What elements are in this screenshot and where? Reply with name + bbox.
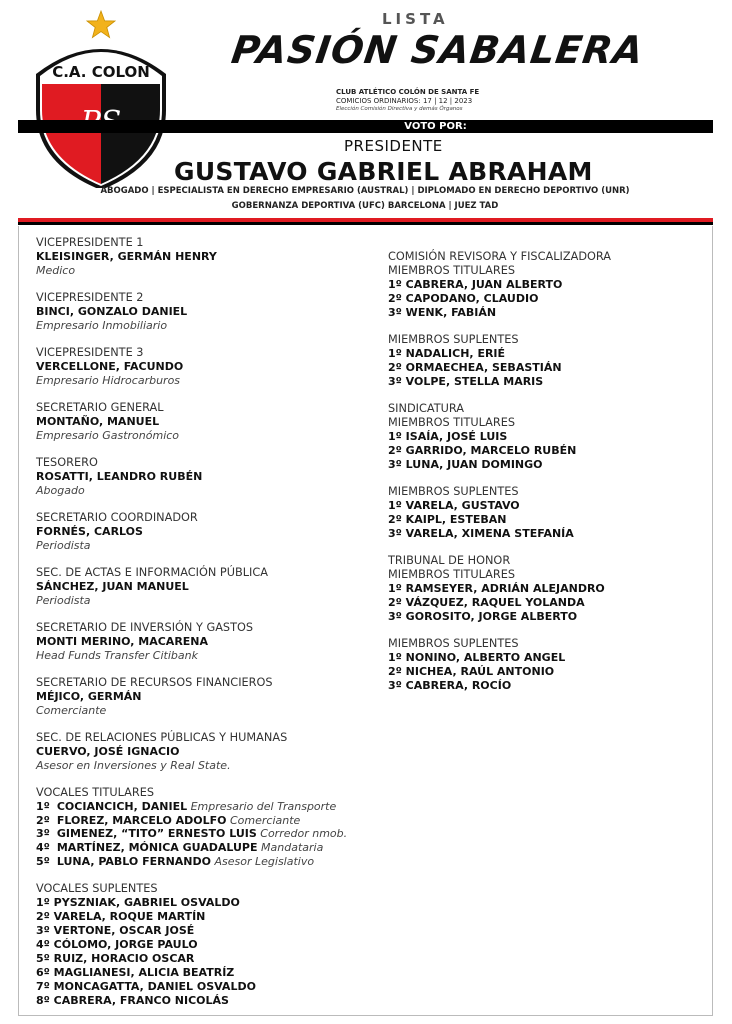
- list-item: 5º RUIZ, HORACIO OSCAR: [36, 951, 195, 965]
- member-name: KLEISINGER, GERMÁN HENRY: [36, 250, 217, 263]
- member-name: MARTÍNEZ, MÓNICA GUADALUPE: [56, 841, 258, 855]
- list-item: 3º GOROSITO, JORGE ALBERTO: [388, 610, 578, 623]
- executive-roles: [36, 236, 376, 773]
- member-name: BINCI, GONZALO DANIEL: [36, 305, 188, 318]
- member-number: 5º: [36, 854, 50, 868]
- member-occupation: Periodista: [36, 539, 91, 552]
- role-title: SECRETARIO DE INVERSIÓN Y GASTOS: [36, 621, 254, 634]
- role-title: TESORERO: [36, 456, 98, 469]
- list-item: 1º RAMSEYER, ADRIÁN ALEJANDRO: [388, 582, 605, 595]
- role-block: [36, 456, 376, 498]
- club-name: CLUB ATLÉTICO COLÓN DE SANTA FE: [336, 88, 480, 96]
- committee-block: [388, 554, 718, 624]
- member-number: 1º: [36, 800, 50, 813]
- election-scope: Elección Comisión Directiva y demás Órganos: [336, 106, 463, 112]
- list-item: 2º GARRIDO, MARCELO RUBÉN: [388, 444, 577, 457]
- role-block: [36, 401, 376, 443]
- member-name: MÉJICO, GERMÁN: [36, 690, 142, 703]
- member-number: 3º: [36, 827, 50, 841]
- star-icon: [86, 10, 116, 40]
- role-title: SEC. DE RELACIONES PÚBLICAS Y HUMANAS: [36, 731, 288, 744]
- left-column: [36, 236, 376, 1021]
- president-credentials-2: GOBERNANZA DEPORTIVA (UFC) BARCELONA | JUEZ TAD: [231, 201, 499, 211]
- committee-block: [388, 637, 718, 693]
- member-occupation: Empresario del Transporte: [190, 800, 337, 813]
- member-name: COCIANCICH, DANIEL: [56, 800, 188, 813]
- president-credentials-1: ABOGADO | ESPECIALISTA EN DERECHO EMPRESARIO (AUSTRAL) | DIPLOMADO EN DERECHO DEPORTIVO (UNR): [100, 186, 630, 196]
- member-name: FLOREZ, MARCELO ADOLFO: [56, 813, 227, 827]
- member-name: SÁNCHEZ, JUAN MANUEL: [36, 580, 189, 593]
- role-block: [36, 291, 376, 333]
- list-item: 2º ORMAECHEA, SEBASTIÁN: [388, 361, 562, 374]
- role-block: [36, 236, 376, 278]
- role-block: [36, 676, 376, 718]
- list-item: 7º MONCAGATTA, DANIEL OSVALDO: [36, 979, 256, 993]
- list-item: 3º VARELA, XIMENA STEFANÍA: [388, 527, 574, 540]
- section-title: MIEMBROS TITULARES: [388, 264, 516, 277]
- list-item: 1º VARELA, GUSTAVO: [388, 499, 520, 512]
- list-item: 8º CABRERA, FRANCO NICOLÁS: [36, 993, 229, 1007]
- black-divider: [18, 222, 713, 225]
- role-block: [36, 621, 376, 663]
- role-block: [36, 731, 376, 773]
- section-title: MIEMBROS SUPLENTES: [388, 485, 519, 498]
- list-item: 1º PYSZNIAK, GABRIEL OSVALDO: [36, 895, 240, 909]
- member-name: ROSATTI, LEANDRO RUBÉN: [36, 470, 203, 483]
- list-item: 1º NADALICH, ERIÉ: [388, 347, 506, 360]
- list-item: 1º ISAÍA, JOSÉ LUIS: [388, 430, 508, 443]
- member-occupation: Head Funds Transfer Citibank: [36, 649, 198, 662]
- list-item: 2º VÁZQUEZ, RAQUEL YOLANDA: [388, 596, 585, 609]
- list-item: 2º VARELA, ROQUE MARTÍN: [36, 909, 206, 923]
- member-name: GIMENEZ, “TITO” ERNESTO LUIS: [56, 827, 257, 841]
- list-item: 3º VERTONE, OSCAR JOSÉ: [36, 923, 195, 937]
- role-title: VICEPRESIDENTE 1: [36, 236, 144, 249]
- member-occupation: Corredor nmob.: [260, 827, 348, 841]
- list-name-title: PASIÓN SABALERA: [228, 28, 647, 72]
- section-title: SINDICATURA: [388, 402, 465, 415]
- member-name: MONTI MERINO, MACARENA: [36, 635, 209, 648]
- list-item: 3º VOLPE, STELLA MARIS: [388, 375, 544, 388]
- vocales-suplentes: [36, 882, 376, 1008]
- election-date: COMICIOS ORDINARIOS: 17 | 12 | 2023: [336, 97, 473, 105]
- section-title: COMISIÓN REVISORA Y FISCALIZADORA: [388, 250, 612, 263]
- role-title: SECRETARIO DE RECURSOS FINANCIEROS: [36, 676, 273, 689]
- list-item: 1º CABRERA, JUAN ALBERTO: [388, 278, 563, 291]
- role-block: [36, 346, 376, 388]
- list-item: [36, 855, 376, 869]
- member-occupation: Mandataria: [261, 841, 324, 855]
- list-item: 1º NONINO, ALBERTO ANGEL: [388, 651, 566, 664]
- section-title: VOCALES TITULARES: [36, 786, 155, 799]
- member-occupation: Abogado: [36, 484, 85, 497]
- member-number: 4º: [36, 841, 50, 855]
- vote-label: VOTO POR:: [404, 121, 467, 132]
- member-name: VERCELLONE, FACUNDO: [36, 360, 184, 373]
- member-name: FORNÉS, CARLOS: [36, 525, 143, 538]
- list-item: 3º WENK, FABIÁN: [388, 306, 497, 319]
- list-item: [36, 800, 376, 814]
- committee-block: [388, 250, 718, 320]
- role-block: [36, 566, 376, 608]
- committee-block: [388, 485, 718, 541]
- member-name: CUERVO, JOSÉ IGNACIO: [36, 745, 180, 758]
- role-title: SEC. DE ACTAS E INFORMACIÓN PÚBLICA: [36, 566, 268, 579]
- vote-banner: [18, 120, 713, 133]
- role-block: [36, 511, 376, 553]
- list-item: 3º LUNA, JUAN DOMINGO: [388, 458, 543, 471]
- member-occupation: Empresario Gastronómico: [36, 429, 180, 442]
- list-item: 2º NICHEA, RAÚL ANTONIO: [388, 665, 555, 678]
- role-title: VICEPRESIDENTE 3: [36, 346, 144, 359]
- list-item: 2º KAIPL, ESTEBAN: [388, 513, 507, 526]
- list-item: 4º CÓLOMO, JORGE PAULO: [36, 937, 198, 951]
- badge-text: C.A. COLON: [52, 63, 150, 81]
- vocales-titulares: [36, 786, 376, 869]
- section-title: MIEMBROS SUPLENTES: [388, 637, 519, 650]
- member-occupation: Empresario Inmobiliario: [36, 319, 168, 332]
- section-title: MIEMBROS SUPLENTES: [388, 333, 519, 346]
- member-occupation: Periodista: [36, 594, 91, 607]
- right-column: [388, 250, 718, 706]
- member-occupation: Asesor en Inversiones y Real State.: [36, 759, 231, 772]
- president-label: PRESIDENTE: [344, 137, 443, 155]
- role-title: VICEPRESIDENTE 2: [36, 291, 144, 304]
- member-occupation: Asesor Legislativo: [214, 854, 315, 868]
- list-item: [36, 827, 376, 841]
- list-item: 6º MAGLIANESI, ALICIA BEATRÍZ: [36, 965, 235, 979]
- section-title: VOCALES SUPLENTES: [36, 881, 158, 895]
- member-name: MONTAÑO, MANUEL: [36, 415, 160, 428]
- list-item: [36, 814, 376, 828]
- list-label: LISTA: [382, 10, 449, 28]
- list-item: 2º CAPODANO, CLAUDIO: [388, 292, 539, 305]
- role-title: SECRETARIO COORDINADOR: [36, 511, 198, 524]
- role-title: SECRETARIO GENERAL: [36, 401, 164, 414]
- list-item: 3º CABRERA, ROCÍO: [388, 679, 512, 692]
- member-number: 2º: [36, 813, 50, 827]
- club-shield-logo: [32, 40, 170, 188]
- member-name: LUNA, PABLO FERNANDO: [56, 854, 211, 868]
- committee-block: [388, 402, 718, 472]
- member-occupation: Medico: [36, 264, 76, 277]
- committee-block: [388, 333, 718, 389]
- section-title: TRIBUNAL DE HONOR: [388, 554, 511, 567]
- member-occupation: Empresario Hidrocarburos: [36, 374, 181, 387]
- section-title: MIEMBROS TITULARES: [388, 416, 516, 429]
- member-occupation: Comerciante: [230, 813, 301, 827]
- section-title: MIEMBROS TITULARES: [388, 568, 516, 581]
- president-name: GUSTAVO GABRIEL ABRAHAM: [174, 157, 593, 186]
- list-item: [36, 841, 376, 855]
- member-occupation: Comerciante: [36, 704, 107, 717]
